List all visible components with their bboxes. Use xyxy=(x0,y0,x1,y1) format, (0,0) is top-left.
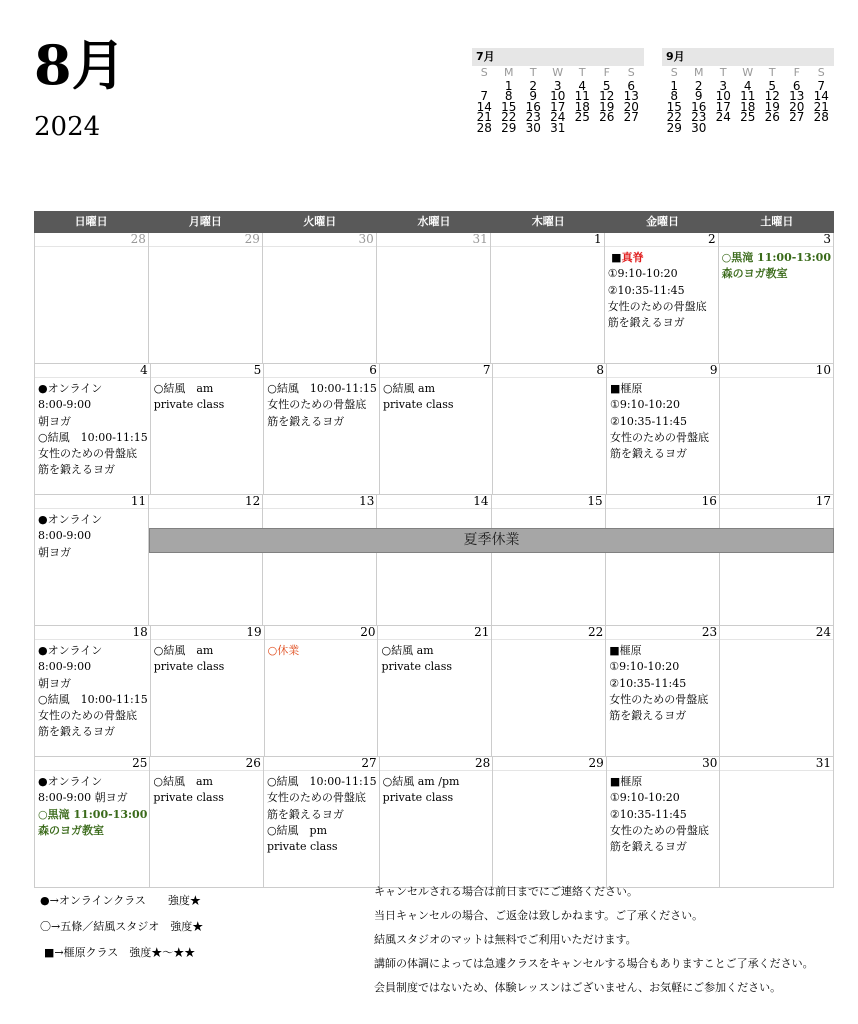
day-number: 6 xyxy=(264,364,379,378)
mini-dow-label: S xyxy=(670,66,678,79)
mini-day: 3 xyxy=(553,78,562,93)
event-line: ②10:35-11:45 xyxy=(607,283,685,297)
event-line: ■榧原 xyxy=(609,382,643,395)
mini-calendar-july xyxy=(472,48,644,133)
day-number: 26 xyxy=(150,757,263,771)
event-list xyxy=(264,771,379,855)
event-line: ●オンライン xyxy=(38,513,103,526)
day-cell[interactable] xyxy=(35,757,150,888)
event-line: 8:00-9:00 xyxy=(38,529,92,543)
mini-day: 27 xyxy=(789,110,805,124)
event-line: 8:00-9:00 xyxy=(38,660,92,674)
event-line: ○結風 pm xyxy=(266,823,328,837)
mini-day: 2 xyxy=(529,78,538,93)
mini-day: 13 xyxy=(623,89,639,103)
mini-day: 29 xyxy=(666,120,682,135)
event-line: 筋を鍛えるヨガ xyxy=(38,725,115,739)
mini-day xyxy=(595,123,620,134)
mini-day: 9 xyxy=(529,89,538,103)
day-number: 28 xyxy=(380,757,493,771)
day-cell[interactable] xyxy=(607,757,721,888)
mini-day: 19 xyxy=(599,99,615,114)
day-number: 23 xyxy=(606,626,719,640)
weekday-header: 金曜日 xyxy=(646,215,680,228)
event-line: ○結風 10:00-11:15 xyxy=(266,775,377,788)
day-number: 4 xyxy=(35,364,150,378)
event-list xyxy=(264,378,379,430)
note-line: 結風スタジオのマットは無料でご利用いただけます。 xyxy=(374,933,637,946)
event-list xyxy=(35,640,150,741)
mini-dow-label: T xyxy=(768,66,776,79)
calendar-weeks xyxy=(34,233,834,888)
day-cell[interactable] xyxy=(720,495,834,626)
day-cell[interactable] xyxy=(263,233,377,364)
event-list xyxy=(150,771,263,807)
day-cell[interactable] xyxy=(151,626,265,757)
mini-day: 16 xyxy=(525,99,541,114)
weekday-header: 月曜日 xyxy=(188,215,222,228)
event-line: ○休業 xyxy=(267,644,300,657)
note-line: キャンセルされる場合は前日までにご連絡ください。 xyxy=(374,885,638,898)
weekday-header: 日曜日 xyxy=(74,215,108,228)
mini-dow-label: M xyxy=(694,66,704,79)
mini-calendar-days xyxy=(662,78,834,135)
event-line: 筋を鍛えるヨガ xyxy=(609,840,687,854)
event-line: private class xyxy=(266,840,338,854)
day-number: 8 xyxy=(493,364,606,378)
mini-day: 7 xyxy=(817,78,826,93)
week-row xyxy=(35,364,834,495)
event-list xyxy=(265,640,378,659)
mini-dow-label: F xyxy=(793,66,800,79)
mini-day xyxy=(809,123,834,134)
day-number: 24 xyxy=(720,626,833,640)
instructor-name: 真脊 xyxy=(621,251,644,264)
mini-day: 1 xyxy=(504,78,513,93)
event-line: 朝ヨガ xyxy=(38,676,71,690)
day-cell[interactable] xyxy=(605,233,719,364)
day-number: 30 xyxy=(607,757,720,771)
day-number: 31 xyxy=(377,233,490,247)
event-list xyxy=(378,640,491,676)
day-cell[interactable] xyxy=(492,626,606,757)
day-cell[interactable] xyxy=(720,364,834,495)
day-number: 17 xyxy=(720,495,833,509)
mini-day: 23 xyxy=(525,110,541,124)
mini-day: 25 xyxy=(740,110,756,124)
day-cell[interactable] xyxy=(720,626,834,757)
day-cell[interactable] xyxy=(378,626,492,757)
mini-day: 6 xyxy=(627,78,636,93)
day-number: 14 xyxy=(377,495,490,509)
mini-day: 8 xyxy=(504,89,513,103)
mini-day: 20 xyxy=(623,99,639,114)
day-cell[interactable] xyxy=(377,495,491,626)
event-line: ■榧原 xyxy=(609,644,642,657)
event-list xyxy=(607,771,720,855)
mini-day xyxy=(760,123,785,134)
day-cell[interactable] xyxy=(606,626,720,757)
mini-day: 15 xyxy=(666,99,682,114)
mini-day: 24 xyxy=(715,110,731,124)
event-line: ○結風 10:00-11:15 xyxy=(38,692,148,706)
event-list xyxy=(35,378,150,479)
event-line: 女性のための骨盤底 xyxy=(266,791,366,805)
mini-day: 16 xyxy=(691,99,707,114)
square-marker: ■ xyxy=(607,251,622,264)
mini-dow-label: S xyxy=(627,66,635,79)
day-number: 16 xyxy=(606,495,719,509)
day-number: 12 xyxy=(149,495,262,509)
event-line: ○黒滝 11:00-13:00 xyxy=(38,807,148,821)
event-list xyxy=(607,378,720,462)
event-line: ○結風 10:00-11:15 xyxy=(267,382,377,395)
mini-day: 22 xyxy=(501,110,517,124)
mini-day: 28 xyxy=(813,110,829,124)
mini-day: 10 xyxy=(715,89,731,103)
day-number: 2 xyxy=(605,233,718,247)
day-number: 5 xyxy=(151,364,264,378)
year-title: 2024 xyxy=(34,112,101,142)
day-number: 29 xyxy=(493,757,606,771)
mini-day xyxy=(711,123,736,134)
day-number: 31 xyxy=(720,757,833,771)
mini-dow-label: T xyxy=(719,66,727,79)
event-line: 女性のための骨盤底 xyxy=(267,398,367,412)
event-line: ○結風 am xyxy=(382,382,436,395)
event-line: 女性のための骨盤底 xyxy=(609,823,709,837)
mini-day: 18 xyxy=(740,99,756,114)
event-line: ②10:35-11:45 xyxy=(609,807,687,821)
day-cell[interactable] xyxy=(493,757,607,888)
event-line: ○結風 am xyxy=(153,644,214,657)
weekday-header: 水曜日 xyxy=(417,215,451,228)
day-cell[interactable] xyxy=(491,233,605,364)
summer-holiday-band: 夏季休業 xyxy=(149,528,834,553)
mini-day: 14 xyxy=(476,99,492,114)
day-cell[interactable] xyxy=(720,757,834,888)
day-number: 30 xyxy=(263,233,376,247)
mini-day: 22 xyxy=(666,110,682,124)
week-row xyxy=(35,626,834,757)
event-line: 筋を鍛えるヨガ xyxy=(609,447,687,461)
mini-day: 21 xyxy=(476,110,492,124)
event-list xyxy=(151,640,264,676)
mini-day xyxy=(736,123,761,134)
mini-day: 19 xyxy=(764,99,780,114)
mini-dow-label: W xyxy=(552,66,564,79)
legend xyxy=(40,893,203,971)
mini-day: 4 xyxy=(578,78,587,93)
weekday-header: 木曜日 xyxy=(531,215,565,228)
mini-day: 17 xyxy=(715,99,731,114)
event-line: 朝ヨガ xyxy=(38,414,71,428)
event-line: ●オンライン xyxy=(38,644,103,657)
event-line: ●オンライン xyxy=(38,775,103,788)
mini-day: 20 xyxy=(789,99,805,114)
mini-day xyxy=(570,123,595,134)
weekday-header-row xyxy=(34,211,834,233)
mini-day: 12 xyxy=(764,89,780,103)
day-cell[interactable] xyxy=(380,757,494,888)
day-cell[interactable] xyxy=(377,233,491,364)
event-line: 8:00-9:00 xyxy=(38,398,92,412)
mini-day: 24 xyxy=(550,110,566,124)
event-line: 女性のための骨盤底 xyxy=(607,299,707,313)
event-line: ○結風 am xyxy=(381,644,434,657)
week-row xyxy=(35,757,834,888)
event-line: private class xyxy=(382,398,454,412)
day-number: 29 xyxy=(149,233,262,247)
mini-day xyxy=(619,123,644,134)
mini-day: 7 xyxy=(480,89,489,103)
event-line xyxy=(608,250,716,266)
day-number: 10 xyxy=(720,364,833,378)
day-cell[interactable] xyxy=(719,233,834,364)
event-list xyxy=(605,247,718,331)
mini-day: 30 xyxy=(691,120,707,135)
day-number: 20 xyxy=(265,626,378,640)
mini-dow-label: S xyxy=(480,66,488,79)
mini-day: 29 xyxy=(501,120,517,135)
event-line: ②10:35-11:45 xyxy=(609,676,687,690)
mini-day: 26 xyxy=(599,110,615,124)
event-list xyxy=(151,378,264,414)
day-cell[interactable] xyxy=(380,364,494,495)
day-cell[interactable] xyxy=(35,495,149,626)
day-number: 1 xyxy=(491,233,604,247)
day-cell[interactable] xyxy=(151,364,265,495)
mini-day: 15 xyxy=(501,99,517,114)
month-calendar xyxy=(34,211,834,888)
mini-day: 5 xyxy=(602,78,611,93)
legend-studio: 〇→五條／結風スタジオ 強度★ xyxy=(40,920,204,933)
event-line: ①9:10-10:20 xyxy=(609,791,680,805)
event-line: private class xyxy=(153,791,224,805)
mini-day: 26 xyxy=(764,110,780,124)
event-line: 筋を鍛えるヨガ xyxy=(267,414,345,428)
day-number: 11 xyxy=(35,495,148,509)
event-list xyxy=(35,771,149,839)
day-cell[interactable] xyxy=(149,233,263,364)
mini-day: 28 xyxy=(476,120,492,135)
mini-day: 18 xyxy=(574,99,590,114)
event-line: ①9:10-10:20 xyxy=(607,267,678,281)
mini-day: 5 xyxy=(768,78,777,93)
mini-day: 11 xyxy=(574,89,590,103)
mini-day: 3 xyxy=(719,78,728,93)
day-number: 15 xyxy=(492,495,605,509)
mini-day: 1 xyxy=(670,78,679,93)
event-list xyxy=(380,378,493,414)
event-line: 筋を鍛えるヨガ xyxy=(607,316,685,330)
event-line: ○結風 10:00-11:15 xyxy=(38,430,148,444)
event-line: 女性のための骨盤底 xyxy=(38,709,137,723)
week-row xyxy=(35,233,834,364)
day-cell[interactable] xyxy=(35,364,151,495)
event-line: 女性のための骨盤底 xyxy=(609,430,709,444)
mini-calendar-label: 9月 xyxy=(662,48,834,66)
event-line: private class xyxy=(382,791,454,805)
note-line: 当日キャンセルの場合、ご返金は致しかねます。ご了承ください。 xyxy=(374,909,704,922)
event-line: ○結風 am /pm xyxy=(382,775,460,788)
event-line: ②10:35-11:45 xyxy=(609,414,687,428)
mini-dow-label: M xyxy=(504,66,514,79)
event-line: 筋を鍛えるヨガ xyxy=(38,463,115,477)
note-line: 会員制度ではないため、体験レッスンはございません、お気軽にご参加ください。 xyxy=(374,981,782,994)
weekday-header: 火曜日 xyxy=(303,215,337,228)
mini-day: 12 xyxy=(599,89,615,103)
mini-day: 6 xyxy=(792,78,801,93)
event-line: ○結風 am xyxy=(153,382,214,395)
mini-dow-label: F xyxy=(603,66,610,79)
event-line: ○結風 am xyxy=(153,775,213,788)
day-cell[interactable] xyxy=(264,757,380,888)
day-cell[interactable] xyxy=(150,757,264,888)
event-list xyxy=(380,771,493,807)
day-number: 22 xyxy=(492,626,605,640)
mini-day: 11 xyxy=(740,89,756,103)
day-number: 13 xyxy=(263,495,376,509)
notes xyxy=(374,884,814,1004)
event-line: 森のヨガ教室 xyxy=(721,267,788,281)
day-cell[interactable] xyxy=(35,233,149,364)
mini-day: 21 xyxy=(813,99,829,114)
event-line: ①9:10-10:20 xyxy=(609,660,680,674)
event-line: 女性のための骨盤底 xyxy=(609,692,709,706)
day-cell[interactable] xyxy=(607,364,721,495)
event-line: 筋を鍛えるヨガ xyxy=(266,807,344,821)
weekday-header: 土曜日 xyxy=(760,215,794,228)
mini-day: 9 xyxy=(694,89,703,103)
day-cell[interactable] xyxy=(492,495,606,626)
day-number: 28 xyxy=(35,233,148,247)
mini-dow-label: T xyxy=(529,66,537,79)
mini-day: 10 xyxy=(550,89,566,103)
mini-day xyxy=(785,123,810,134)
day-number: 27 xyxy=(264,757,379,771)
mini-day: 17 xyxy=(550,99,566,114)
day-cell[interactable] xyxy=(606,495,720,626)
mini-calendar-september xyxy=(662,48,834,133)
event-line: ■榧原 xyxy=(609,775,643,788)
day-cell[interactable] xyxy=(493,364,607,495)
legend-kayahara: ■→榧原クラス 強度★〜★★ xyxy=(44,946,196,959)
day-number: 25 xyxy=(35,757,149,771)
event-line: ○黒滝 11:00-13:00 xyxy=(721,251,831,264)
day-cell[interactable] xyxy=(265,626,379,757)
day-number: 18 xyxy=(35,626,150,640)
mini-dow-label: T xyxy=(578,66,586,79)
mini-day: 8 xyxy=(670,89,679,103)
day-number: 9 xyxy=(607,364,720,378)
event-line: 筋を鍛えるヨガ xyxy=(609,709,687,723)
mini-day: 30 xyxy=(525,120,541,135)
event-line: 女性のための骨盤底 xyxy=(38,447,137,461)
day-number: 21 xyxy=(378,626,491,640)
mini-day: 14 xyxy=(813,89,829,103)
event-line: 8:00-9:00 朝ヨガ xyxy=(38,791,128,805)
event-line: ①9:10-10:20 xyxy=(609,398,680,412)
event-line: 森のヨガ教室 xyxy=(38,823,104,837)
mini-calendar-label: 7月 xyxy=(472,48,644,66)
day-cell[interactable] xyxy=(263,495,377,626)
event-list xyxy=(35,509,148,561)
month-title: 8月 xyxy=(34,33,126,97)
legend-online: ●→オンラインクラス 強度★ xyxy=(40,894,201,907)
mini-dow-label: W xyxy=(742,66,754,79)
event-line: private class xyxy=(153,660,225,674)
day-cell[interactable] xyxy=(35,626,151,757)
mini-day: 23 xyxy=(691,110,707,124)
mini-day: 2 xyxy=(694,78,703,93)
mini-day: 4 xyxy=(743,78,752,93)
mini-dow-label: S xyxy=(817,66,825,79)
event-line: ●オンライン xyxy=(38,382,103,395)
event-list xyxy=(719,247,833,283)
note-line: 講師の体調によっては急遽クラスをキャンセルする場合もありますことご了承ください。 xyxy=(374,957,814,970)
mini-day: 25 xyxy=(574,110,590,124)
event-line: private class xyxy=(381,660,453,674)
event-line: 朝ヨガ xyxy=(38,545,71,559)
event-line: private class xyxy=(153,398,225,412)
day-cell[interactable] xyxy=(264,364,380,495)
day-cell[interactable] xyxy=(149,495,263,626)
mini-day: 27 xyxy=(623,110,639,124)
mini-calendar-days xyxy=(472,78,644,135)
event-list xyxy=(606,640,719,724)
day-number: 3 xyxy=(719,233,833,247)
day-number: 19 xyxy=(151,626,264,640)
week-row xyxy=(35,495,834,626)
day-number: 7 xyxy=(380,364,493,378)
mini-day: 31 xyxy=(550,120,566,135)
mini-day: 13 xyxy=(789,89,805,103)
